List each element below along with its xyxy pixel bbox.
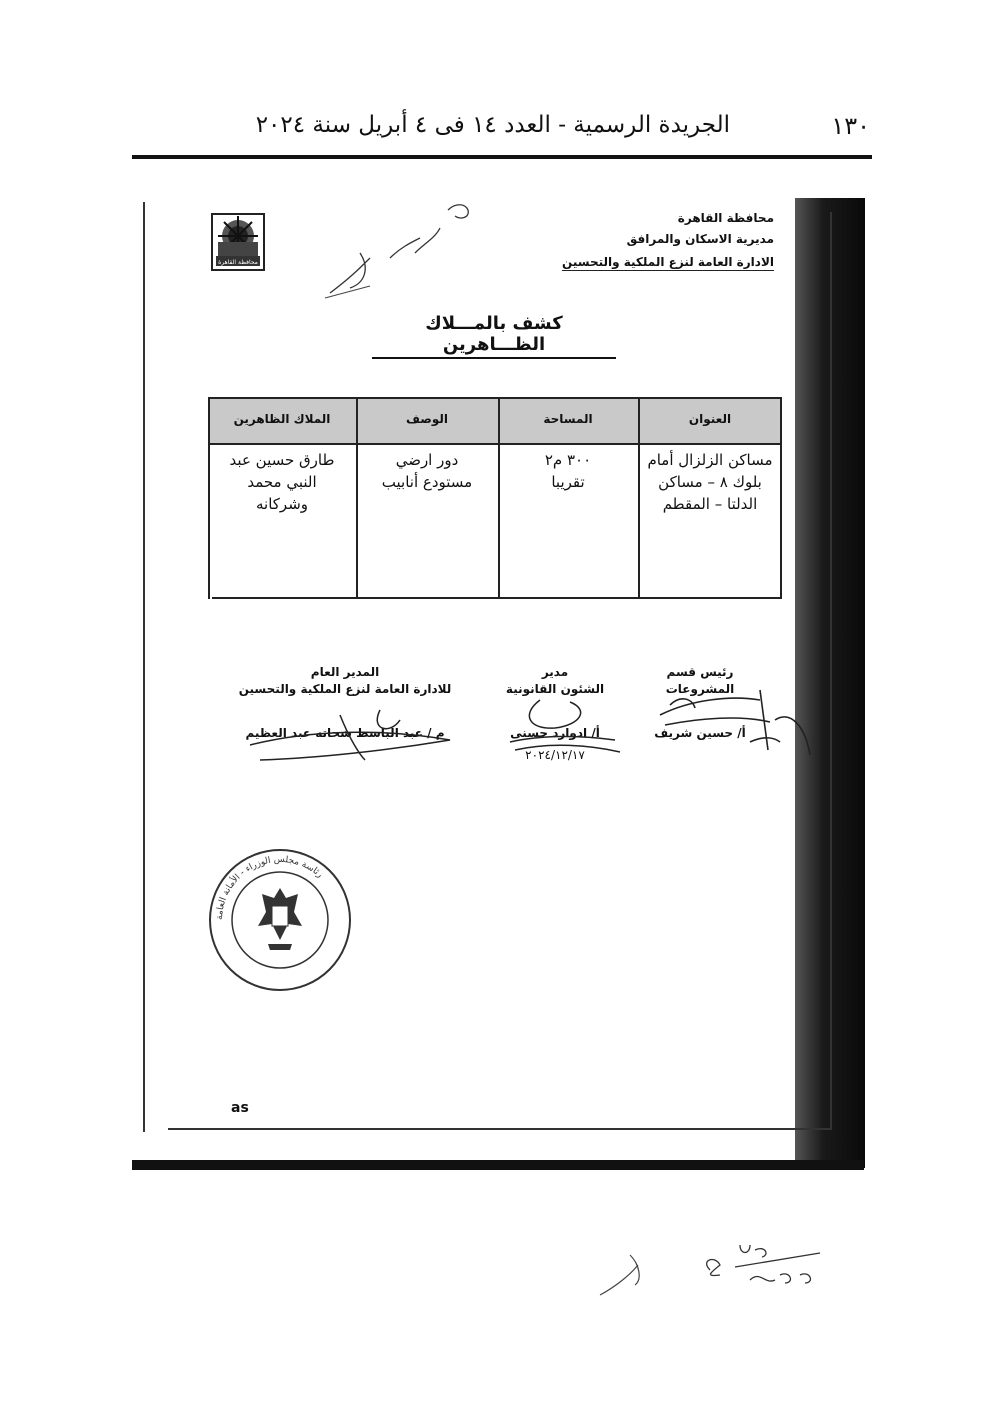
logo-text: محافظة القاهرة bbox=[218, 259, 258, 266]
sig-section-head-title-2: المشروعات bbox=[665, 682, 735, 696]
area-value: ٣٠٠ م٢ bbox=[544, 451, 592, 469]
header-rule bbox=[132, 155, 872, 159]
address-line-2: بلوك ٨ – مساكن bbox=[658, 473, 762, 491]
owners-table bbox=[208, 397, 782, 599]
scan-frame-right bbox=[830, 212, 832, 1130]
header-owners: الملاك الظاهرين bbox=[208, 397, 356, 443]
area-qualifier: تقريبا bbox=[551, 473, 585, 491]
handwritten-annotation-top bbox=[310, 198, 480, 308]
table-col-divider-3 bbox=[638, 397, 640, 599]
header-area: المساحة bbox=[498, 397, 638, 443]
description-line-1: دور ارضي bbox=[395, 451, 459, 469]
owners-line-3: وشركانه bbox=[255, 495, 309, 513]
table-border-right bbox=[780, 397, 782, 599]
owners-line-1: طارق حسين عبد bbox=[229, 451, 335, 469]
journal-header: الجريدة الرسمية - العدد ١٤ فى ٤ أبريل سنة ٢٠٢٤ bbox=[255, 112, 730, 138]
sig-legal-manager-date: ٢٠٢٤/١٢/١٧ bbox=[525, 748, 585, 762]
cell-address bbox=[638, 443, 782, 599]
org-governorate: محافظة القاهرة bbox=[677, 211, 774, 225]
cell-owners bbox=[208, 443, 356, 599]
footer-mark: as bbox=[231, 1100, 249, 1116]
sig-general-manager-title-2: للادارة العامة لنزع الملكية والتحسين bbox=[238, 682, 452, 696]
handwritten-signature-section-head bbox=[640, 680, 820, 770]
sig-general-manager-title-1: المدير العام bbox=[310, 665, 380, 679]
table-col-divider-2 bbox=[498, 397, 500, 599]
scan-frame-left bbox=[143, 202, 145, 1132]
cairo-governorate-logo-icon bbox=[210, 212, 266, 272]
cell-area bbox=[498, 443, 638, 599]
description-line-2: مستودع أنابيب bbox=[381, 473, 473, 491]
sig-legal-manager-name: أ/ ادوارد حسنى bbox=[510, 726, 600, 740]
stamp-ring-text: رئاسة مجلس الوزراء - الأمانة العامة bbox=[214, 854, 325, 921]
sig-legal-manager-title-2: الشئون القانونية bbox=[505, 682, 605, 696]
cell-description bbox=[356, 443, 498, 599]
header-address: العنوان bbox=[638, 397, 782, 443]
table-border-left bbox=[208, 397, 210, 599]
org-department: الادارة العامة لنزع الملكية والتحسين bbox=[562, 255, 774, 269]
address-line-3: الدلتا – المقطم bbox=[662, 495, 758, 513]
document-title: كشف بالمـــلاك الظـــاهرين bbox=[372, 313, 616, 359]
owners-line-2: النبي محمد bbox=[247, 473, 317, 491]
table-header-divider bbox=[208, 443, 782, 445]
scan-frame-bottom bbox=[168, 1128, 832, 1130]
org-directorate: مديرية الاسكان والمرافق bbox=[626, 232, 774, 246]
table-border-bottom bbox=[212, 597, 782, 599]
header-description: الوصف bbox=[356, 397, 498, 443]
page-number: ١٣٠ bbox=[831, 112, 870, 140]
sig-section-head-name: أ/ حسين شريف bbox=[654, 726, 746, 740]
sig-section-head-title-1: رئيس قسم bbox=[666, 665, 734, 679]
official-stamp-icon bbox=[200, 840, 360, 1000]
address-line-1: مساكن الزلزال أمام bbox=[647, 451, 773, 469]
table-col-divider-1 bbox=[356, 397, 358, 599]
table-border-top bbox=[208, 397, 782, 399]
sig-general-manager-name: م / عبد الباسط شحاته عبد العظيم bbox=[245, 726, 445, 740]
scan-bottom-band bbox=[132, 1160, 864, 1170]
handwritten-signature-general-manager bbox=[240, 700, 460, 770]
handwritten-signature-legal-manager bbox=[500, 690, 630, 770]
handwritten-annotation-bottom bbox=[590, 1225, 830, 1305]
sig-legal-manager-title-1: مدير bbox=[541, 665, 569, 679]
